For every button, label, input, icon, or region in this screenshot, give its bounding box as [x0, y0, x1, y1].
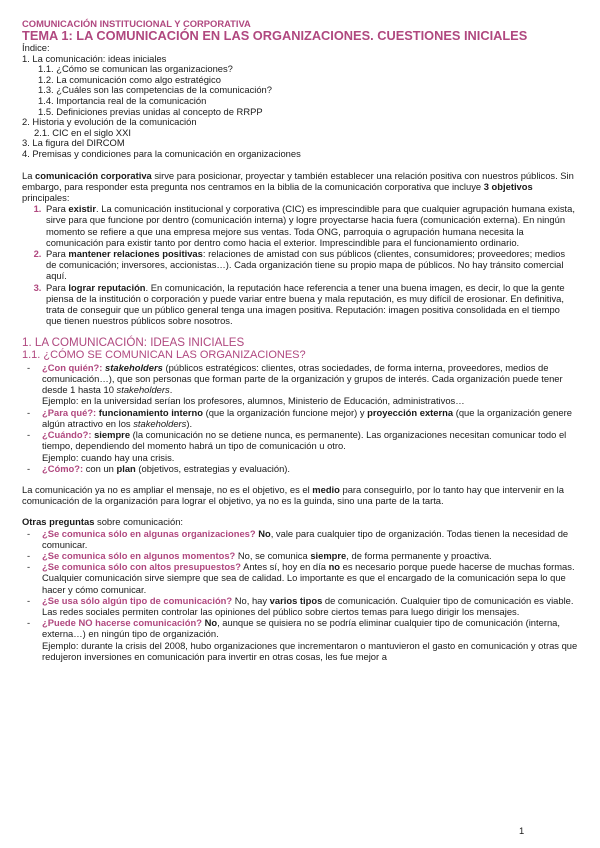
intro-paragraph: La comunicación corporativa sirve para posicionar, proyectar y también establecer una relación positiva con nuestros públicos. Sin embargo, para responder esta pregunta nos centramos en la biblia de la comunicación corporativa que incluye 3 objetivos principales: [22, 169, 574, 203]
tema-title: TEMA 1: LA COMUNICACIÓN EN LAS ORGANIZACIONES. CUESTIONES INICIALES [22, 28, 528, 43]
toc-item: 2.1. CIC en el siglo XXI [34, 126, 131, 138]
list-item: - ¿Para qué?: funcionamiento interno (que la organización funcione mejor) y proyección externa (que la organización genere algún atractivo en los stakeholders). [42, 407, 578, 429]
list-item: - ¿Se comunica sólo en algunos momentos? No, se comunica siempre, de forma permanente y proactiva. [42, 550, 578, 561]
toc-item: 1.2. La comunicación como algo estratégico [38, 73, 221, 85]
otras-heading: Otras preguntas sobre comunicación: [22, 516, 184, 528]
objective-item: 3. Para lograr reputación. En comunicación, la reputación hace referencia a tener una buena imagen, es decir, lo que la gente piensa de la institución o corporación y puede variar entre buena y mala reputación, es muy difícil de erosionar. En definitiva, trata de conseguir que un público general tenga una imagen positiva. Reputación: imagen positiva consolidada en el tiempo que tienen nuestros públicos sobre nosotros. [44, 282, 578, 327]
toc-label: Índice: [22, 42, 50, 53]
toc-item: 1.1. ¿Cómo se comunican las organizaciones? [38, 63, 233, 75]
subsection-heading: 1.1. ¿CÓMO SE COMUNICAN LAS ORGANIZACIONES? [22, 349, 306, 362]
objective-item: 2. Para mantener relaciones positivas: relaciones de amistad con sus públicos (clientes, consumidores; proveedores; medios de comunicación; inversores, accionistas…). Cada organización tiene su propio mapa de públicos. No hay tránsito comercial aquí. [44, 248, 578, 282]
course-title: COMUNICACIÓN INSTITUCIONAL Y CORPORATIVA [22, 18, 251, 29]
list-item: - ¿Se usa sólo algún tipo de comunicación? No, hay varios tipos de comunicación. Cualquier tipo de comunicación es viable. Las redes sociales permiten controlar las opiniones del público sobre ciertos temas para luego dirigir los mensajes. [42, 595, 578, 617]
list-item: - ¿Cómo?: con un plan (objetivos, estrategias y evaluación). [42, 463, 578, 474]
page-number: 1 [519, 825, 525, 836]
list-item: - ¿Con quién?: stakeholders (públicos estratégicos: clientes, otras sociedades, de forma interna, proveedores, medios de comunicación…), que son personas que forman parte de la organización y grupos de interés. Cada organización puede tener desde 1 hasta 10 stakeholders. Ejemplo: en la universidad serían los profesores, alumnos, Ministerio de Educación, administrativos… [42, 362, 578, 407]
otras-list [22, 528, 578, 662]
objectives-list [22, 203, 578, 326]
toc-item: 1.5. Definiciones previas unidas al concepto de RRPP [38, 105, 263, 117]
list-item: - ¿Se comunica sólo con altos presupuestos? Antes sí, hoy en día no es necesario porque puede hacerse de muchas formas. Cualquier comunicación sirve siempre que sea de calidad. Lo importante es que el encargado de la comunicación sepa lo que hacer y cómo comunicar. [42, 561, 578, 595]
toc-item: 3. La figura del DIRCOM [22, 137, 125, 149]
list-item: - ¿Puede NO hacerse comunicación? No, aunque se quisiera no se podría eliminar cualquier tipo de comunicación (interna, externa…) en ningún tipo de organización. Ejemplo: durante la crisis del 2008, hubo organizaciones que incrementaron o mantuvieron el gasto en comunicación y otras que redujeron inversiones en comunicación para invertir en otras cosas, les fue mejor a [42, 617, 578, 662]
toc-item: 1. La comunicación: ideas iniciales [22, 52, 167, 64]
toc-item: 1.3. ¿Cuáles son las competencias de la comunicación? [38, 84, 272, 96]
toc-item: 2. Historia y evolución de la comunicación [22, 116, 197, 128]
section-heading: 1. LA COMUNICACIÓN: IDEAS INICIALES [22, 336, 245, 350]
list-item: - ¿Se comunica sólo en algunas organizaciones? No, vale para cualquier tipo de organización. Todas tienen la necesidad de comunicar. [42, 528, 578, 550]
table-of-contents [22, 43, 578, 160]
objective-item: 1. Para existir. La comunicación institucional y corporativa (CIC) es imprescindible para que cualquier agrupación humana exista, sirve para que funcione por dentro (comunicación interna) y logre proyectarse hacia fuera (comunicación externa). En ningún momento se refiere a que una empresa mejore sus ventas. Toda ONG, parroquia o agrupación humana necesita la comunicación para existir tanto por dentro como hacia el exterior. Imprescindible para el funcionamiento ordinario. [44, 203, 578, 248]
toc-item: 4. Premisas y condiciones para la comunicación en organizaciones [22, 147, 301, 159]
list-item: - ¿Cuándo?: siempre (la comunicación no se detiene nunca, es permanente). Las organizaciones necesitan comunicar todo el tiempo, dependiendo del momento habrá un tipo de comunicación u otro. Ejemplo: cuando hay una crisis. [42, 429, 578, 463]
medio-paragraph: La comunicación ya no es ampliar el mensaje, no es el objetivo, es el medio para conseguirlo, por lo tanto hay que intervenir en la comunicación de la organización para lograr el objetivo, ya no es la guinda, sino una parte de la tarta. [22, 483, 564, 507]
question-list [22, 362, 578, 474]
toc-item: 1.4. Importancia real de la comunicación [38, 94, 207, 106]
